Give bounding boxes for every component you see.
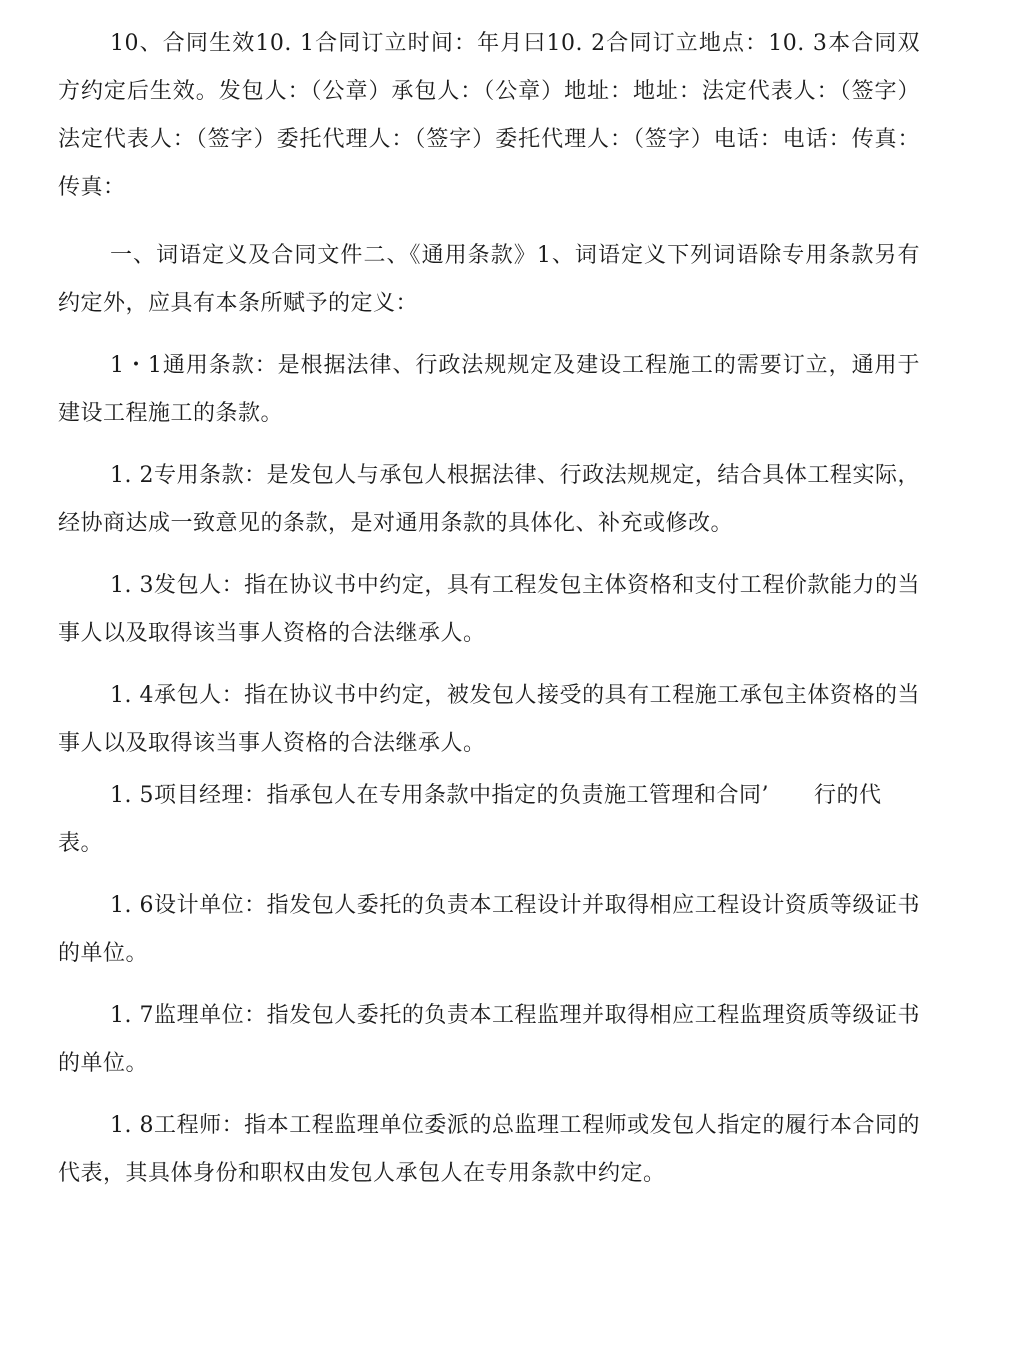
paragraph-contract-effective: 10、合同生效10. 1合同订立时间：年月曰10. 2合同订立地点：10. 3本合同双方约定后生效。发包人：（公章）承包人：（公章）地址：地址：法定代表人：（签字）法定代表人：（签字）委托代理人：（签字）委托代理人：（签字）电话：电话：传真：传真： <box>58 31 920 200</box>
paragraph-clause-1-6: 1. 6设计单位：指发包人委托的负责本工程设计并取得相应工程设计资质等级证书的单位。 <box>58 893 920 966</box>
document-page <box>58 20 920 1198</box>
paragraph-definitions-intro: 一、词语定义及合同文件二、《通用条款》1、词语定义下列词语除专用条款另有约定外，应具有本条所赋予的定义： <box>58 243 920 316</box>
paragraph-clause-1-3: 1. 3发包人：指在协议书中约定，具有工程发包主体资格和支付工程价款能力的当事人以及取得该当事人资格的合法继承人。 <box>58 573 920 646</box>
paragraph-clause-1-1: 1・1通用条款：是根据法律、行政法规规定及建设工程施工的需要订立，通用于建设工程施工的条款。 <box>58 353 920 426</box>
paragraph-clause-1-7: 1. 7监理单位：指发包人委托的负责本工程监理并取得相应工程监理资质等级证书的单位。 <box>58 1003 920 1076</box>
paragraph-clause-1-2: 1. 2专用条款：是发包人与承包人根据法律、行政法规规定，结合具体工程实际，经协商达成一致意见的条款，是对通用条款的具体化、补充或修改。 <box>58 463 920 536</box>
paragraph-clause-1-5: 1. 5项目经理：指承包人在专用条款中指定的负责施工管理和合同’ 行的代表。 <box>58 783 882 856</box>
paragraph-clause-1-4: 1. 4承包人：指在协议书中约定，被发包人接受的具有工程施工承包主体资格的当事人以及取得该当事人资格的合法继承人。 <box>58 683 920 756</box>
paragraph-clause-1-8: 1. 8工程师：指本工程监理单位委派的总监理工程师或发包人指定的履行本合同的代表，其具体身份和职权由发包人承包人在专用条款中约定。 <box>58 1113 920 1186</box>
